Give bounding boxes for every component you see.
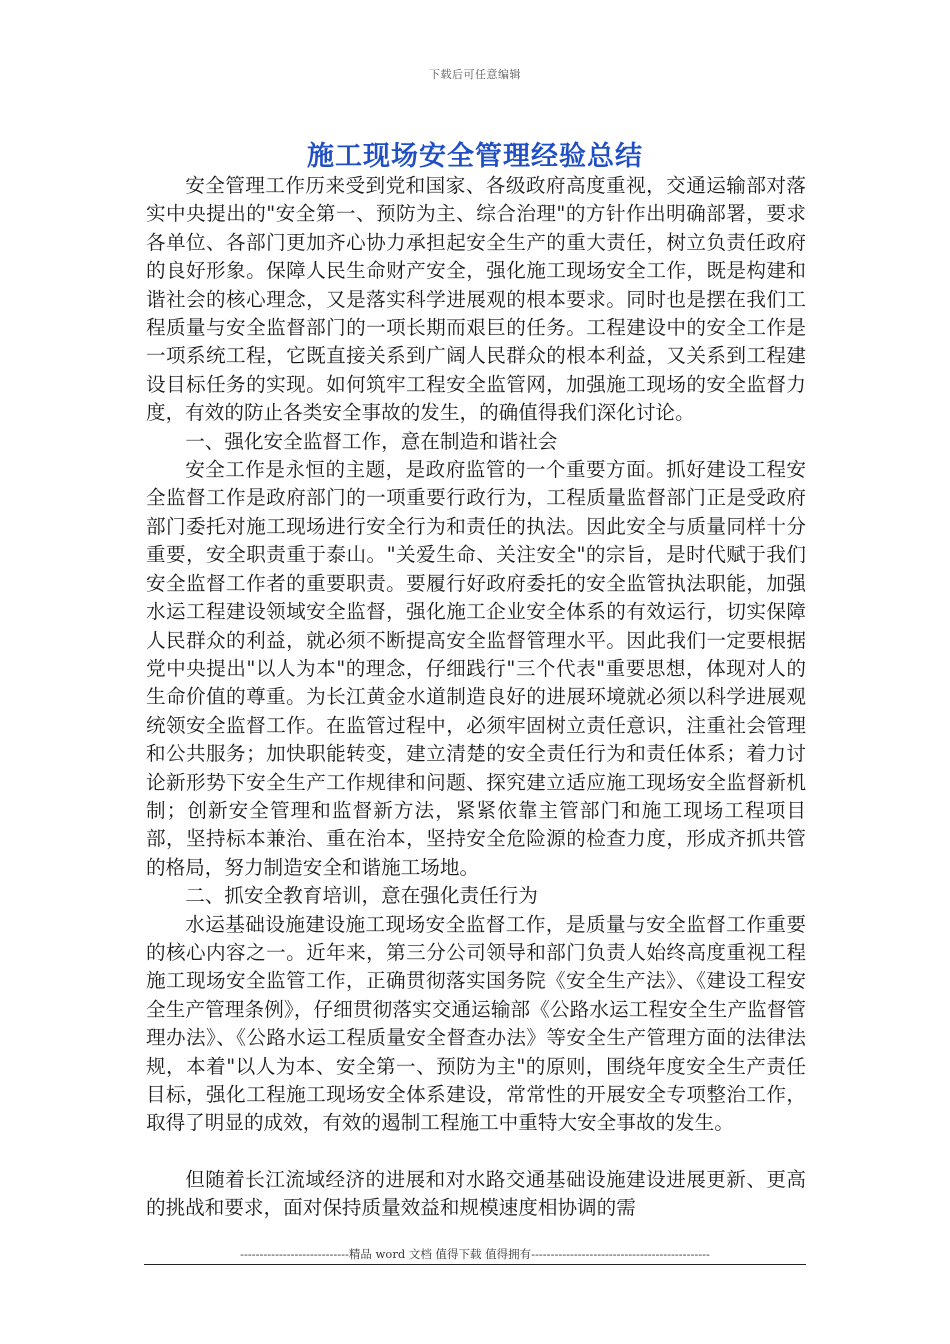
paragraph-section-1: 安全工作是永恒的主题，是政府监管的一个重要方面。抓好建设工程安全监督工作是政府部门的一项重要行政行为，工程质量监督部门正是受政府部门委托对施工现场进行安全行为和责任的执法。因此安全与质量同样十分重要，安全职责重于泰山。"关爱生命、关注安全"的宗旨，是时代赋于我们安全监督工作者的重要职责。要履行好政府委托的安全监管执法职能，加强水运工程建设领域安全监督，强化施工企业安全体系的有效运行，切实保障人民群众的利益，就必须不断提高安全监督管理水平。因此我们一定要根据党中央提出"以人为本"的理念，仔细践行"三个代表"重要思想，体现对人的生命价值的尊重。为长江黄金水道制造良好的进展环境就必须以科学进展观统领安全监督工作。在监管过程中，必须牢固树立责任意识，注重社会管理和公共服务；加快职能转变，建立清楚的安全责任行为和责任体系；着力讨论新形势下安全生产工作规律和问题、探究建立适应施工现场安全监督新机制；创新安全管理和监督新方法，紧紧依靠主管部门和施工现场工程项目部，坚持标本兼治、重在治本，坚持安全危险源的检查力度，形成齐抓共管的格局，努力制造安全和谐施工场地。 (146, 458, 806, 879)
document-body (146, 172, 806, 1223)
document-title: 施工现场安全管理经验总结 (307, 141, 643, 172)
section-heading-1: 一、强化安全监督工作，意在制造和谐社会 (185, 429, 558, 453)
section-heading-2: 二、抓安全教育培训，意在强化责任行为 (185, 884, 538, 908)
paragraph-intro: 安全管理工作历来受到党和国家、各级政府高度重视，交通运输部对落实中央提出的"安全第一、预防为主、综合治理"的方针作出明确部署，要求各单位、各部门更加齐心协力承担起安全生产的重大责任，树立负责任政府的良好形象。保障人民生命财产安全，强化施工现场安全工作，既是构建和谐社会的核心理念，又是落实科学进展观的根本要求。同时也是摆在我们工程质量与安全监督部门的一项长期而艰巨的任务。工程建设中的安全工作是一项系统工程，它既直接关系到广阔人民群众的根本利益，又关系到工程建设目标任务的实现。如何筑牢工程安全监管网，加强施工现场的安全监督力度，有效的防止各类安全事故的发生，的确值得我们深化讨论。 (146, 174, 806, 425)
footer-text: ----------------------------精品 word 文档 值得下载 值得拥有---------------------------------------------- (240, 1247, 710, 1261)
paragraph-continuation: 但随着长江流域经济的进展和对水路交通基础设施建设进展更新、更高的挑战和要求，面对保持质量效益和规模速度相协调的需 (146, 1167, 806, 1220)
paragraph-section-2: 水运基础设施建设施工现场安全监督工作，是质量与安全监督工作重要的核心内容之一。近年来，第三分公司领导和部门负责人始终高度重视工程施工现场安全监管工作，正确贯彻落实国务院《安全生产法》、《建设工程安全生产管理条例》，仔细贯彻落实交通运输部《公路水运工程安全生产监督管理办法》、《公路水运工程质量安全督查办法》等安全生产管理方面的法律法规，本着"以人为本、安全第一、预防为主"的原则，围绕年度安全生产责任目标，强化工程施工现场安全体系建设，常常性的开展安全专项整治工作，取得了明显的成效，有效的遏制工程施工中重特大安全事故的发生。 (146, 912, 806, 1135)
header-note: 下载后可任意编辑 (429, 68, 521, 81)
footer-divider (144, 1264, 806, 1265)
